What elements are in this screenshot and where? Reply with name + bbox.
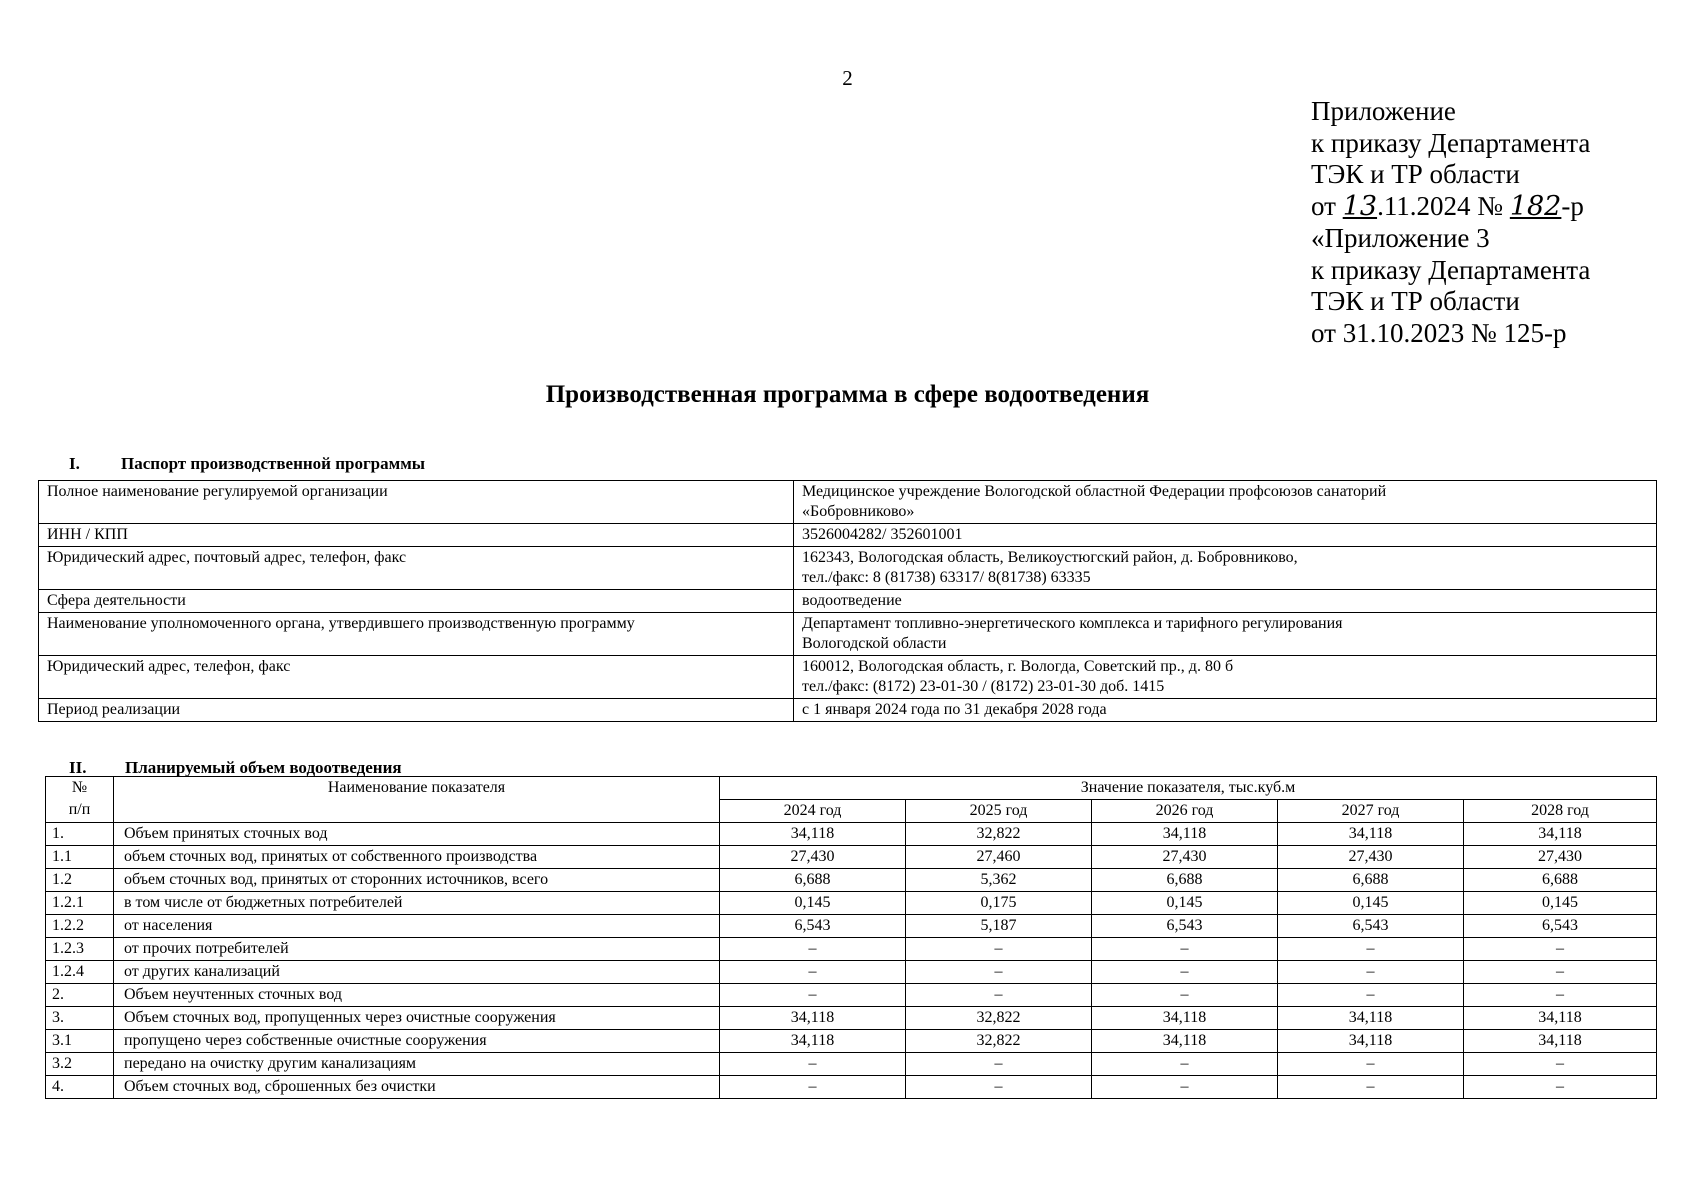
row-value: – <box>906 1076 1092 1099</box>
passport-label: Сфера деятельности <box>39 590 794 613</box>
passport-value-line: с 1 января 2024 года по 31 декабря 2028 года <box>802 701 1107 718</box>
passport-value <box>794 613 1657 656</box>
row-number: 3.1 <box>46 1030 114 1053</box>
row-value: – <box>906 938 1092 961</box>
row-name: Объем принятых сточных вод <box>114 823 720 846</box>
appendix-date: .11.2024 № <box>1377 191 1510 222</box>
row-value: 0,175 <box>906 892 1092 915</box>
row-value: 34,118 <box>1092 1030 1278 1053</box>
row-value: 6,543 <box>720 915 906 938</box>
passport-value-line: Департамент топливно-энергетического комплекса и тарифного регулирования <box>802 615 1343 632</box>
appendix-line: Приложение <box>1311 96 1456 126</box>
row-value: 6,543 <box>1278 915 1464 938</box>
row-value: 5,187 <box>906 915 1092 938</box>
header-name: Наименование показателя <box>114 777 720 823</box>
passport-table <box>38 480 1657 722</box>
row-number: 1.2.2 <box>46 915 114 938</box>
table-row <box>46 984 1657 1007</box>
row-number: 4. <box>46 1076 114 1099</box>
row-value: 27,430 <box>1092 846 1278 869</box>
passport-value <box>794 590 1657 613</box>
row-value: 6,688 <box>720 869 906 892</box>
header-year: 2028 год <box>1464 800 1657 823</box>
passport-value <box>794 524 1657 547</box>
row-name: от других канализаций <box>114 961 720 984</box>
header-num <box>46 777 114 823</box>
section-2-title: Планируемый объем водоотведения <box>125 758 402 777</box>
header-year: 2025 год <box>906 800 1092 823</box>
row-value: 27,430 <box>1278 846 1464 869</box>
row-number: 1.2.4 <box>46 961 114 984</box>
row-value: – <box>1278 984 1464 1007</box>
row-value: 34,118 <box>1278 1007 1464 1030</box>
passport-value-line: 3526004282/ 352601001 <box>802 526 963 543</box>
appendix-line: к приказу Департамента <box>1311 254 1591 285</box>
row-value: 0,145 <box>1464 892 1657 915</box>
passport-value <box>794 547 1657 590</box>
row-value: – <box>720 984 906 1007</box>
appendix-line: к приказу Департамента <box>1311 127 1591 158</box>
handwritten-number: 182 <box>1509 191 1562 223</box>
passport-row <box>39 656 1657 699</box>
appendix-line: ТЭК и ТР области <box>1311 159 1520 190</box>
table-row <box>46 823 1657 846</box>
row-value: – <box>1464 1053 1657 1076</box>
row-value: 34,118 <box>1092 1007 1278 1030</box>
row-name: Объем сточных вод, пропущенных через очистные сооружения <box>114 1007 720 1030</box>
row-value: – <box>1464 984 1657 1007</box>
section-1-heading <box>69 454 425 474</box>
row-value: 0,145 <box>1278 892 1464 915</box>
header-num-line2: п/п <box>68 801 91 818</box>
page-number: 2 <box>842 66 853 90</box>
passport-value-line: Медицинское учреждение Вологодской областной Федерации профсоюзов санаторий <box>802 483 1387 500</box>
appendix-line: от 31.10.2023 № 125-р <box>1311 317 1567 348</box>
table-row <box>46 961 1657 984</box>
row-value: – <box>1464 961 1657 984</box>
row-value: 27,430 <box>720 846 906 869</box>
passport-value <box>794 481 1657 524</box>
row-value: 6,688 <box>1092 869 1278 892</box>
row-value: – <box>1278 938 1464 961</box>
passport-value <box>794 699 1657 722</box>
row-number: 3. <box>46 1007 114 1030</box>
row-value: 34,118 <box>1464 1007 1657 1030</box>
header-year: 2027 год <box>1278 800 1464 823</box>
passport-row <box>39 590 1657 613</box>
row-value: 5,362 <box>906 869 1092 892</box>
row-value: 34,118 <box>720 1030 906 1053</box>
row-value: 34,118 <box>1464 1030 1657 1053</box>
handwritten-day: 13 <box>1342 191 1378 223</box>
passport-label: Юридический адрес, телефон, факс <box>39 656 794 699</box>
row-value: 27,460 <box>906 846 1092 869</box>
passport-label: ИНН / КПП <box>39 524 794 547</box>
passport-row <box>39 699 1657 722</box>
appendix-block <box>1311 96 1590 350</box>
row-name: Объем неучтенных сточных вод <box>114 984 720 1007</box>
row-name: от населения <box>114 915 720 938</box>
row-value: 34,118 <box>1092 823 1278 846</box>
row-number: 1. <box>46 823 114 846</box>
row-value: – <box>1278 1076 1464 1099</box>
row-value: 32,822 <box>906 1007 1092 1030</box>
header-num-line1: № <box>71 779 88 796</box>
row-name: передано на очистку другим канализациям <box>114 1053 720 1076</box>
passport-label: Полное наименование регулируемой организации <box>39 481 794 524</box>
row-value: – <box>1464 1076 1657 1099</box>
passport-row <box>39 547 1657 590</box>
row-value: 0,145 <box>720 892 906 915</box>
passport-label: Период реализации <box>39 699 794 722</box>
row-value: – <box>1278 1053 1464 1076</box>
passport-value-line: 162343, Вологодская область, Великоустюгский район, д. Бобровниково, <box>802 549 1298 566</box>
header-value: Значение показателя, тыс.куб.м <box>720 777 1657 800</box>
row-number: 1.2.3 <box>46 938 114 961</box>
section-1-title: Паспорт производственной программы <box>121 454 426 473</box>
volumes-table <box>45 776 1657 1099</box>
appendix-prefix: от <box>1311 191 1343 222</box>
passport-label: Наименование уполномоченного органа, утвердившего производственную программу <box>39 613 794 656</box>
row-value: – <box>1092 1076 1278 1099</box>
row-number: 3.2 <box>46 1053 114 1076</box>
passport-value-line: Вологодской области <box>802 635 947 652</box>
row-name: от прочих потребителей <box>114 938 720 961</box>
section-2-number: II. <box>69 758 87 777</box>
row-value: – <box>906 1053 1092 1076</box>
row-number: 1.2.1 <box>46 892 114 915</box>
row-name: в том числе от бюджетных потребителей <box>114 892 720 915</box>
row-number: 1.1 <box>46 846 114 869</box>
table-row <box>46 1076 1657 1099</box>
row-value: – <box>1464 938 1657 961</box>
passport-value-line: тел./факс: 8 (81738) 63317/ 8(81738) 63335 <box>802 569 1091 586</box>
row-value: – <box>720 961 906 984</box>
table-row <box>46 1053 1657 1076</box>
passport-value <box>794 656 1657 699</box>
row-number: 1.2 <box>46 869 114 892</box>
passport-row <box>39 613 1657 656</box>
row-value: – <box>1092 984 1278 1007</box>
row-name: объем сточных вод, принятых от собственного производства <box>114 846 720 869</box>
header-year: 2024 год <box>720 800 906 823</box>
passport-value-line: «Бобровниково» <box>802 503 915 520</box>
row-value: 0,145 <box>1092 892 1278 915</box>
appendix-line: ТЭК и ТР области <box>1311 286 1520 317</box>
passport-label: Юридический адрес, почтовый адрес, телефон, факс <box>39 547 794 590</box>
header-year: 2026 год <box>1092 800 1278 823</box>
appendix-order-line <box>1311 191 1590 223</box>
appendix-suffix: -р <box>1561 191 1584 222</box>
row-value: 32,822 <box>906 823 1092 846</box>
row-name: пропущено через собственные очистные сооружения <box>114 1030 720 1053</box>
table-row <box>46 1007 1657 1030</box>
row-value: 34,118 <box>720 823 906 846</box>
passport-value-line: водоотведение <box>802 592 902 609</box>
table-row <box>46 1030 1657 1053</box>
row-value: – <box>1092 1053 1278 1076</box>
table-row <box>46 869 1657 892</box>
row-value: 6,543 <box>1092 915 1278 938</box>
passport-row <box>39 481 1657 524</box>
row-value: – <box>1278 961 1464 984</box>
passport-value-line: 160012, Вологодская область, г. Вологда, Советский пр., д. 80 б <box>802 658 1234 675</box>
table-row <box>46 846 1657 869</box>
row-number: 2. <box>46 984 114 1007</box>
row-value: 34,118 <box>1278 823 1464 846</box>
row-value: – <box>720 938 906 961</box>
row-value: 32,822 <box>906 1030 1092 1053</box>
passport-row <box>39 524 1657 547</box>
row-value: – <box>906 984 1092 1007</box>
section-2-heading <box>69 758 402 778</box>
row-name: Объем сточных вод, сброшенных без очистки <box>114 1076 720 1099</box>
document-title: Производственная программа в сфере водоотведения <box>545 381 1150 408</box>
table-row <box>46 938 1657 961</box>
passport-value-line: тел./факс: (8172) 23-01-30 / (8172) 23-01-30 доб. 1415 <box>802 678 1165 695</box>
row-value: – <box>1092 938 1278 961</box>
row-value: 6,688 <box>1278 869 1464 892</box>
row-value: 6,543 <box>1464 915 1657 938</box>
row-value: 27,430 <box>1464 846 1657 869</box>
row-value: 34,118 <box>1278 1030 1464 1053</box>
row-value: 6,688 <box>1464 869 1657 892</box>
table-row <box>46 892 1657 915</box>
row-value: – <box>720 1076 906 1099</box>
appendix-line: «Приложение 3 <box>1311 222 1490 253</box>
row-value: 34,118 <box>1464 823 1657 846</box>
row-value: – <box>720 1053 906 1076</box>
table-row <box>46 915 1657 938</box>
row-value: – <box>1092 961 1278 984</box>
row-value: 34,118 <box>720 1007 906 1030</box>
section-1-number: I. <box>69 454 80 473</box>
row-name: объем сточных вод, принятых от сторонних источников, всего <box>114 869 720 892</box>
row-value: – <box>906 961 1092 984</box>
